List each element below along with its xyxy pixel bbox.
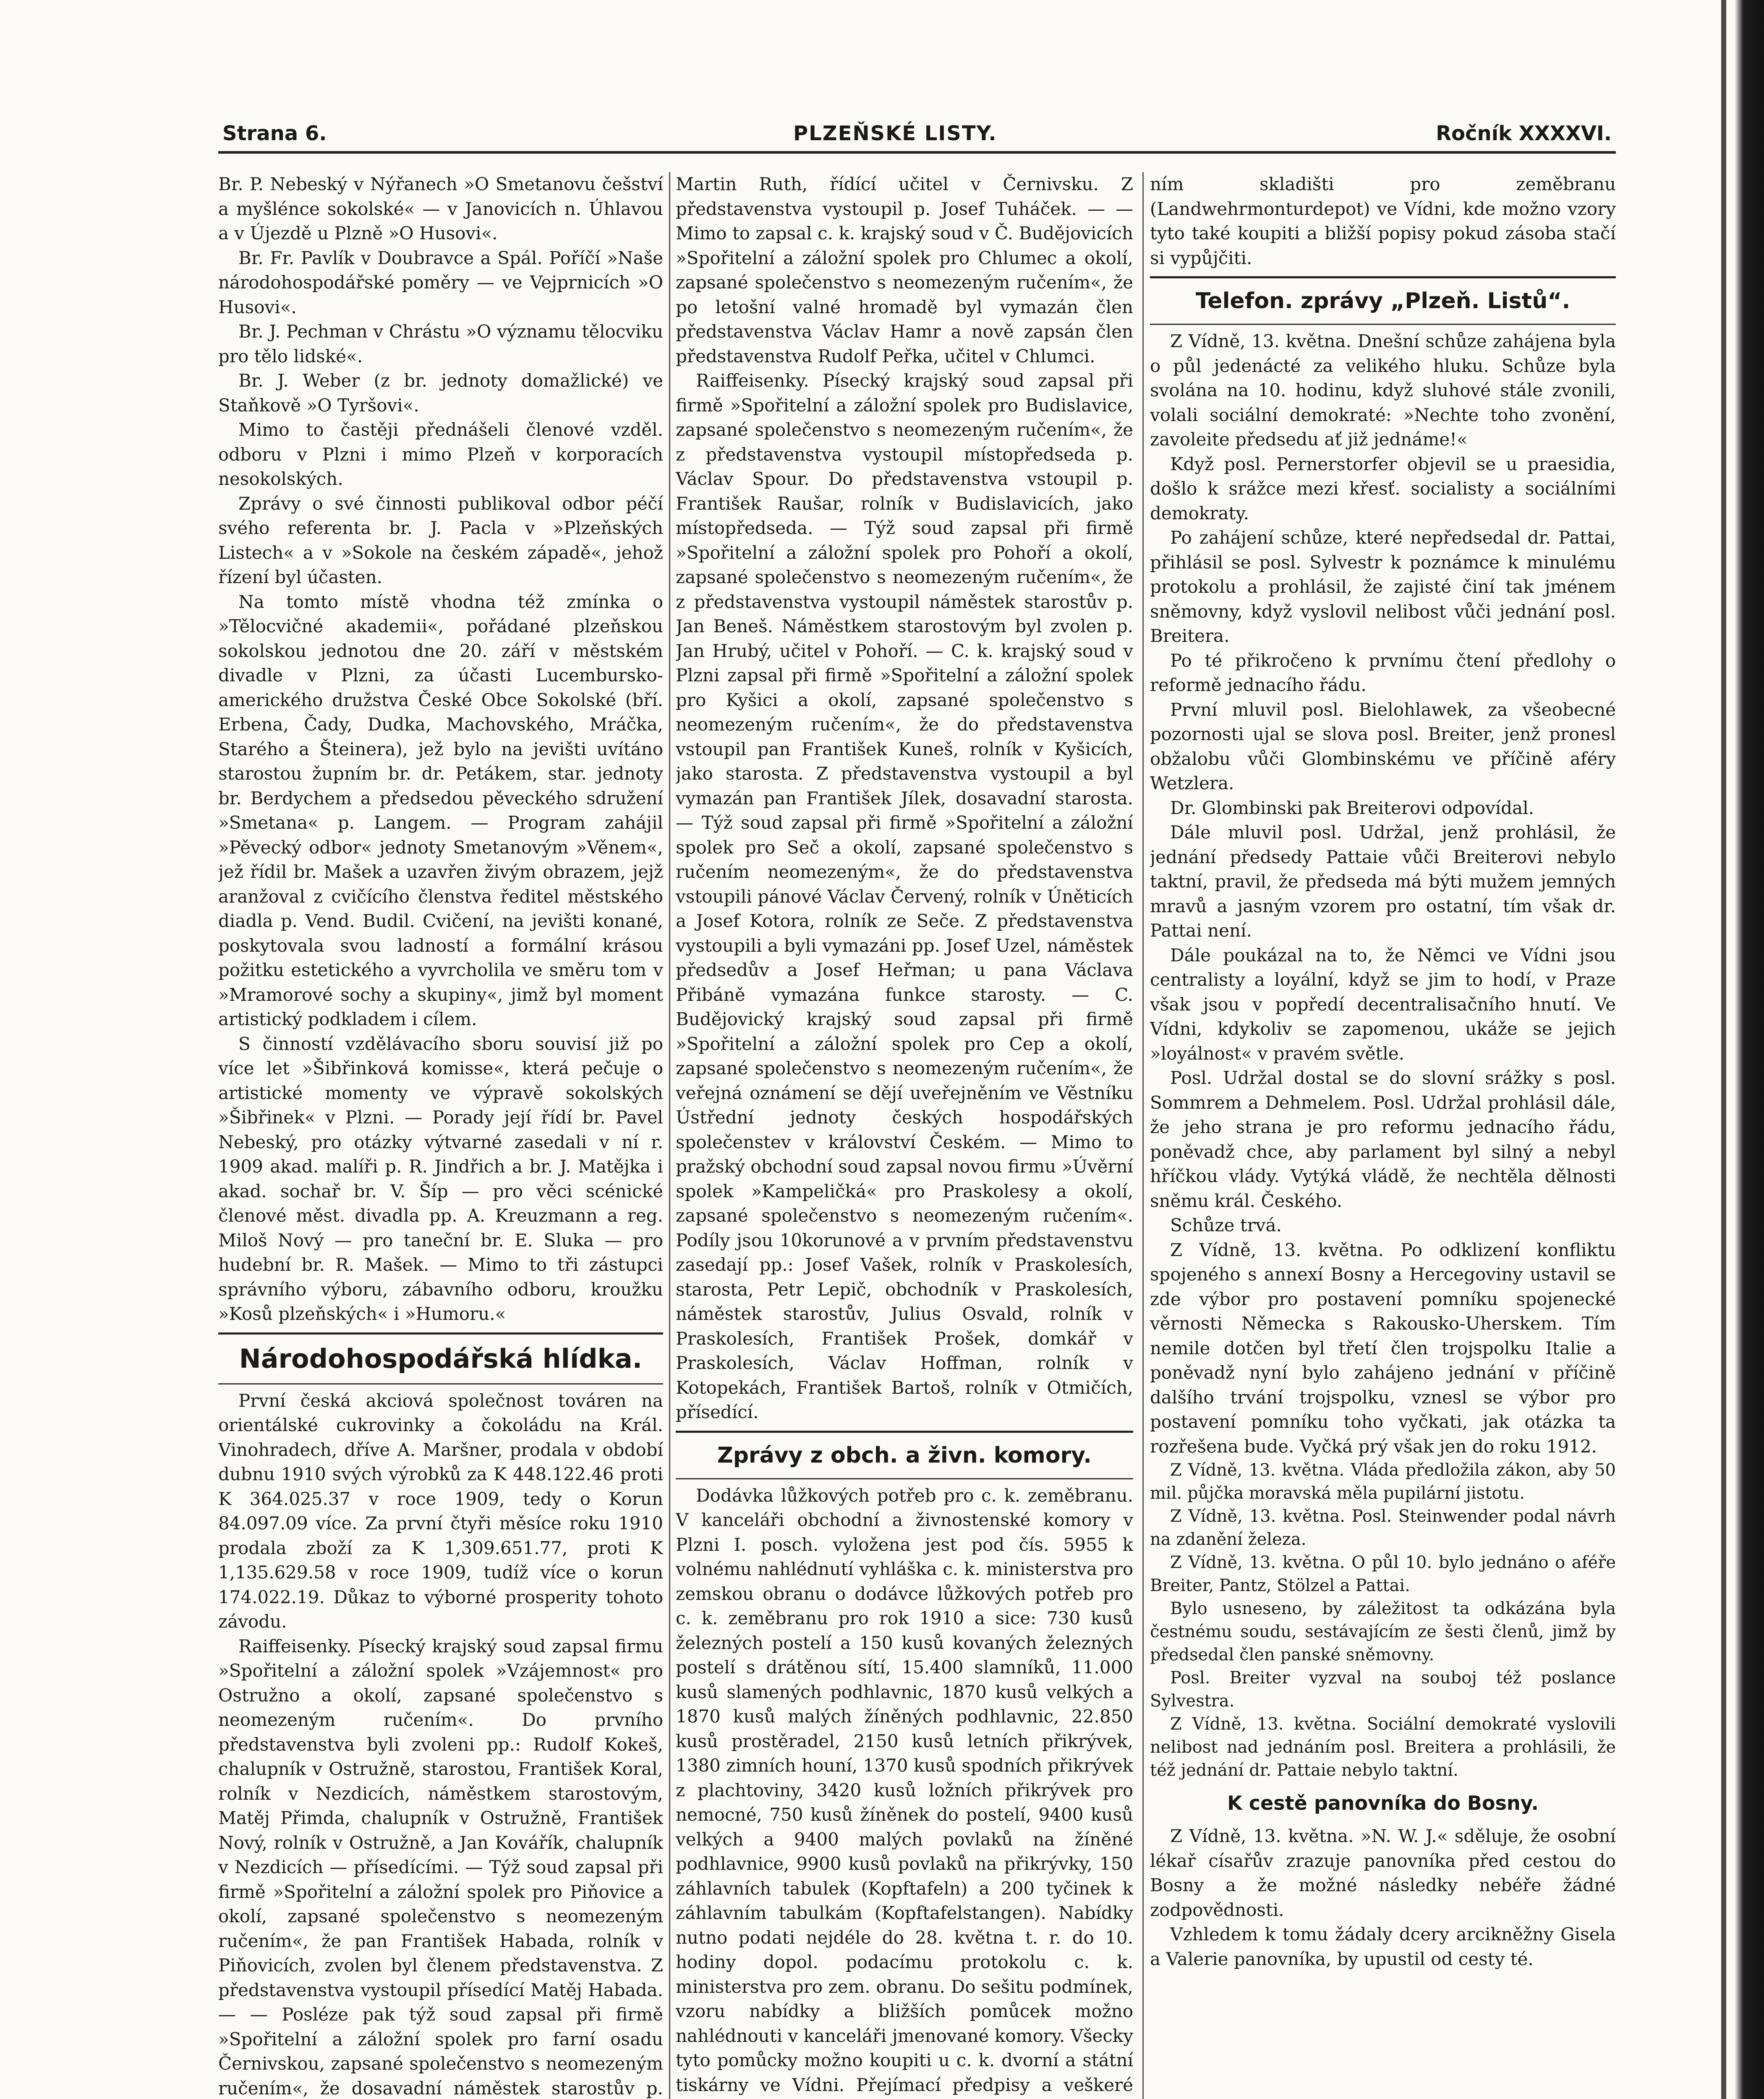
- paragraph: Z Vídně, 13. května. »N. W. J.« sděluje, že osobní lékař císařův zrazuje panovníka před cestou do Bosny a že možné následky nebéře žádné zodpovědnosti.: [1150, 1826, 1616, 1920]
- section-heading-chamber: Zprávy z obch. a živn. komory.: [717, 1442, 1092, 1468]
- paragraph: Po té přikročeno k prvnímu čtení předlohy o reformě jednacího řádu.: [1150, 650, 1616, 695]
- paragraph: Z Vídně, 13. května. Po odklizení konfliktu spojeného s annexí Bosny a Hercegoviny ustavil se zde výbor pro postavení pomníku spojenecké věrnosti Německa s Rakousko-Uherskem. Tím nemile dotčen byl třetí člen trojspolku Italie a poněvadž nyní bylo zahájeno jednání v příčině dalšího trvání trojspolku, vznesl se výbor pro postavení pomníku toho vyčkati, jak otázka ta rozřešena bude. Vyčká prý však jen do roku 1912.: [1150, 1239, 1616, 1457]
- section-subheading-bosnia: K cestě panovníka do Bosny.: [1227, 1792, 1539, 1814]
- paragraph: Z Vídně, 13. května. Sociální demokraté vyslovili nelibost nad jednáním posl. Breitera a prohlásili, že též jednání dr. Pattaie nebylo taktní.: [1150, 1714, 1616, 1780]
- paragraph: Když posl. Pernerstorfer objevil se u praesidia, došlo k srážce mezi křesť. socialisty a sociálními demokraty.: [1150, 453, 1616, 523]
- paragraph: Martin Ruth, řídící učitel v Černivsku. Z představenstva vystoupil p. Josef Tuháček. — — Mimo to zapsal c. k. krajský soud v Č. Budějovicích »Spořitelní a záložní spolek pro Chlumec a okolí, zapsané společenstvo s neomezeným ručením«, že po letošní valné hromadě byl vymazán člen představenstva Václav Hamr a nově zapsán člen představenstva Rudolf Peřka, učitel v Chlumci.: [676, 174, 1133, 366]
- paragraph: Dr. Glombinski pak Breiterovi odpovídal.: [1170, 797, 1534, 818]
- paragraph: S činností vzdělávacího sboru souvisí již po více let »Šibřinková komisse«, která pečuje o artistické momenty ve výpravě sokolských »Šibřinek« v Plzni. — Porady její řídí br. Pavel Nebeský, pro otázky výtvarné zasedali v ní r. 1909 akad. malíři p. R. Jindřich a br. J. Matějka i akad. sochař br. V. Šíp — pro věci scénické členové měst. divadla pp. A. Kreuzmann a reg. Miloš Nový — pro taneční br. E. Sluka — pro hudební br. R. Mašek. — Mimo to tři zástupci správního výboru, zábavního odboru, kroužku »Kosů plzeňských« i »Humoru.«: [218, 1033, 663, 1324]
- paragraph: Z Vídně, 13. května. Vláda předložila zákon, aby 50 mil. půjčka moravská měla pupilární jistotu.: [1150, 1460, 1616, 1503]
- column-divider-1: [669, 172, 670, 2099]
- paragraph: Na tomto místě vhodna též zmínka o »Tělocvičné akademii«, pořádané plzeňskou sokolskou jednotou dne 20. září v městském divadle v Plzni, za účasti Lucembursko-amerického družstva České Obce Sokolské (bří. Erbena, Čady, Dudka, Machovského, Mráčka, Starého a Šteinera), jež bylo na jevišti uvítáno starostou župním br. dr. Petákem, star. jednoty br. Berdychem a předsedou pěveckého sdružení »Smetana« p. Langem. — Program zahájil »Pěvecký odbor« jednoty Smetanovým »Věnem«, jež řídil br. Mašek a uzavřen živým obrazem, jejž aranžoval z cvičícího členstva ředitel městského diadla p. Vend. Budil. Cvičení, na jevišti konané, poskytovala svou ladností a formální krásou požitku estetického a vyvrcholila ve směru tom v »Mramorové sochy a skupiny«, jimž byl moment artistický podkladem i cílem.: [218, 591, 663, 1029]
- paragraph: První česká akciová společnost továren na orientálské cukrovinky a čokoládu na Král. Vinohradech, dříve A. Maršner, prodala v období dubnu 1910 svých výrobků za K 448.122.46 proti K 364.025.37 v roce 1909, tedy o Korun 84.097.09 více. Za první čtyři měsíce roku 1910 prodala zboží za K 1,309.651.77, proti K 1,135.629.58 v roce 1909, tudíž více o korun 174.022.19. Důkaz to výborné prosperity tohoto závodu.: [218, 1390, 663, 1632]
- paragraph: Z Vídně, 13. května. Posl. Steinwender podal návrh na zdanění železa.: [1150, 1507, 1616, 1549]
- page-edge-line: [1721, 0, 1726, 2099]
- paragraph: Mimo to častěji přednášeli členové vzděl. odboru v Plzni i mimo Plzeň v korporacích nesokolských.: [218, 419, 663, 489]
- section-heading-telephone: Telefon. zprávy „Plzeň. Listů“.: [1195, 288, 1571, 314]
- page-edge-shadow: [1735, 0, 1764, 2099]
- section-rule: [218, 1332, 663, 1335]
- newspaper-title: PLZEŇSKÉ LISTY.: [793, 122, 997, 145]
- paragraph: Vzhledem k tomu žádaly dcery arcikněžny Gisela a Valerie panovníka, by upustil od cesty té.: [1150, 1924, 1616, 1969]
- paragraph: Raiffeisenky. Písecký krajský soud zapsal při firmě »Spořitelní a záložní spolek pro Budislavice, zapsané společenstvo s neomezeným ručením«, že z představenstva vystoupil místopředseda p. Václav Spour. Do představenstva vstoupil p. František Raušar, rolník v Budislavicích, jako místopředseda. — Týž soud zapsal při firmě »Spořitelní a záložní spolek pro Pohoří a okolí, zapsané společenstvo s neomezeným ručením«, že z představenstva vystoupil náměstek starostův p. Jan Beneš. Náměstkem starostovým byl zvolen p. Jan Hrubý, učitel v Pohoří. — C. k. krajský soud v Plzni zapsal při firmě »Spořitelní a záložní spolek pro Kyšici a okolí, zapsané společenstvo s neomezeným ručením«, že do představenstva vstoupil pan František Kuneš, rolník v Kyšicích, jako starosta. Z představenstva vystoupil a byl vymazán pan František Jílek, dosavadní starosta. — Týž soud zapsal při firmě »Spořitelní a záložní spolek pro Seč a okolí, zapsané společenstvo s ručením neomezeným«, že do představenstva vstoupili pánové Václav Červený, rolník v Úněticích a Josef Kotora, rolník ze Seče. Z představenstva vystoupili a byli vymazáni pp. Josef Uzel, náměstek předsedův a Josef Heřman; u pana Václava Přibáně vymazána funkce starosty. — C. Budějovický krajský soud zapsal při firmě »Spořitelní a záložní spolek pro Cep a okolí, zapsané společenstvo s neomezeným ručením«, že veřejná oznámení se dějí uveřejněním ve Věstníku Ústřední jednoty českých hospodářských společenstev v království Českém. — Mimo to pražský obchodní soud zapsal novou firmu »Úvěrní spolek »Kampeličká« pro Praskolesy a okolí, zapsané společenstvo s neomezeným ručením«. Podíly jsou 10korunové a v prvním představenstvu zasedají pp.: Josef Vašek, rolník v Praskolesích, starosta, Petr Lepič, obchodník v Praskolesích, náměstek starostův, Julius Osvald, rolník v Praskolesích, František Prošek, domkář v Praskolesích, Václav Hoffman, rolník v Kotopekách, František Bartoš, rolník v Otmičích, přísedící.: [676, 370, 1133, 1422]
- paragraph: Z Vídně, 13. května. Dnešní schůze zahájena byla o půl jedenácté za velikého hluku. Schůze byla svolána na 10. hodinu, když sluhové stále zvonili, volali sociální demokraté: »Nechte toho zvonění, zavoleite předsedu ať již jednáme!«: [1150, 331, 1616, 450]
- section-rule: [1150, 276, 1616, 278]
- paragraph: Posl. Breiter vyzval na souboj též poslance Sylvestra.: [1150, 1668, 1616, 1711]
- paragraph: Bylo usneseno, by záležitost ta odkázána byla čestnému soudu, sestávajícím ze šesti členů, jimž by předsedal člen panské sněmovny.: [1150, 1599, 1616, 1665]
- section-heading-economy: Národohospodářská hlídka.: [239, 1343, 643, 1374]
- paragraph: Dodávka lůžkových potřeb pro c. k. zeměbranu. V kanceláři obchodní a živnostenské komory v Plzni I. posch. vyložena jest pod čís. 5955 k volnému nahlédnutí vyhláška c. k. ministerstva pro zemskou obranu o dodávce lůžkových potřeb pro c. k. zeměbranu pro rok 1910 a sice: 730 kusů železných postelí a 150 kusů kovaných železných postelí s drátěnou sítí, 15.400 slamníků, 11.000 kusů slamených podhlavnic, 1870 kusů velkých a 1870 kusů malých žíněných podhlavnic, 22.850 kusů prostěradel, 2150 kusů letních přikrývek, 1380 zimních houní, 1370 kusů spodních přikrývek z plachtoviny, 3420 kusů ložních přikrývek pro nemocné, 750 kusů žíněnek do postelí, 9400 kusů velkých a 9400 malých povlaků na žíněné podhlavnice, 9900 kusů povlaků na přikrývky, 150 záhlavních tabulek (Kopftafeln) a 200 tyčinek k záhlavním tabulkám (Kopftafelstangen). Nabídky nutno podati nejdéle do 28. května t. r. do 10. hodiny dopol. podacímu protokolu c. k. ministerstva pro zem. obranu. Do sešitu podmínek, vzoru nabídky a bližších pomůcek možno nahlédnouti v kanceláři jmenované komory. Všecky tyto pomůcky možno koupiti u c. k. dvorní a státní tiskárny ve Vídni. Přejímací předpisy a veškeré: [676, 1485, 1133, 2095]
- column-2: [676, 172, 1133, 2099]
- column-1: [218, 172, 663, 2099]
- page-header: [218, 113, 1616, 154]
- paragraph: Raiffeisenky. Písecký krajský soud zapsal firmu »Spořitelní a záložní spolek »Vzájemnost« pro Ostružno a okolí, zapsané společenstvo s neomezeným ručením«. Do prvního představenstva byli zvoleni pp.: Rudolf Kokeš, chalupník v Ostružně, starostou, František Koral, rolník v Nezdicích, náměstkem starostovým, Matěj Přimda, chalupník v Ostružně, František Nový, rolník v Ostružně, a Jan Kovářík, chalupník v Nezdicích — přísedícími. — Týž soud zapsal při firmě »Spořitelní a záložní spolek pro Piňovice a okolí, zapsané společenstvo s neomezeným ručením«, že pan František Habada, rolník v Piňovicích, zvolen byl členem představenstva. Z představenstva vystoupil přísedící Matěj Habada. — — Posléze pak týž soud zapsal při firmě »Spořitelní a záložní spolek pro farní osadu Černivskou, zapsané společenstvo s neomezeným ručením«, že dosavadní náměstek starostův p.: [218, 1636, 663, 2099]
- page-number: Strana 6.: [222, 122, 327, 145]
- section-rule: [676, 1478, 1133, 1479]
- paragraph: Posl. Udržal dostal se do slovní srážky s posl. Sommrem a Dehmelem. Posl. Udržal prohlásil dále, že jeho strana je pro reformu jednacího řádu, poněvadž chce, aby parlament byl silný a nebyl hříčkou vlády. Vytýká vládě, že nechtěla dělnosti sněmu král. Českého.: [1150, 1068, 1616, 1211]
- paragraph: První mluvil posl. Bielohlawek, za všeobecné pozornosti ujal se slova posl. Breiter, jenž pronesl obžalobu vůči Glombinskému ve příčině aféry Wetzlera.: [1150, 699, 1616, 793]
- paragraph: Br. J. Pechman v Chrástu »O významu tělocviku pro tělo lidské«.: [218, 321, 663, 366]
- paragraph: Br. J. Weber (z br. jednoty domažlické) ve Staňkově »O Tyršovi«.: [218, 370, 663, 416]
- paragraph: Dále poukázal na to, že Němci ve Vídni jsou centralisty a loyální, když se jim to hodí, v Praze však jsou v popředí decentralisačního hnutí. Ve Vídni, kdykoliv se zapomenou, ukáže se jejich »loyálnost« v pravém světle.: [1150, 945, 1616, 1064]
- section-rule: [676, 1431, 1133, 1433]
- paragraph: Z Vídně, 13. května. O půl 10. bylo jednáno o aféře Breiter, Pantz, Stölzel a Pattai.: [1150, 1553, 1616, 1595]
- paragraph: ním skladišti pro zeměbranu (Landwehrmonturdepot) ve Vídni, kde možno vzory tyto také koupiti a bližší popisy pokud zásoba stačí si vypůjčiti.: [1150, 174, 1616, 268]
- column-3: [1150, 172, 1616, 2099]
- section-rule: [218, 1383, 663, 1385]
- column-divider-2: [1142, 172, 1144, 2099]
- section-rule: [1150, 324, 1616, 325]
- paragraph: Br. Fr. Pavlík v Doubravce a Spál. Poříčí »Naše národohospodářské poměry — ve Vejprnicích »O Husovi«.: [218, 247, 663, 317]
- volume-number: Ročník XXXXVI.: [1436, 122, 1612, 145]
- paragraph: Br. P. Nebeský v Nýřanech »O Smetanovu češství a myšlénce sokolské« — v Janovicích n. Úhlavou a v Újezdě u Plzně »O Husovi«.: [218, 174, 663, 243]
- paragraph: Po zahájení schůze, které nepředsedal dr. Pattai, přihlásil se posl. Sylvestr k poznámce k minulému protokolu a prohlásil, že zajisté činí tak jménem sněmovny, když vyslovil nelibost vůči jednání posl. Breitera.: [1150, 527, 1616, 646]
- paragraph: Dále mluvil posl. Udržal, jenž prohlásil, že jednání předsedy Pattaie vůči Breiterovi nebylo taktní, pravil, že předseda má býti mužem jemných mravů a jasným vzorem pro ostatní, tím však dr. Pattai není.: [1150, 822, 1616, 941]
- paragraph: Schůze trvá.: [1170, 1215, 1282, 1235]
- paragraph: Zprávy o své činnosti publikoval odbor péčí svého referenta br. J. Pacla v »Plzeňských Listech« a v »Sokole na českém západě«, jehož řízení byl účasten.: [218, 493, 663, 587]
